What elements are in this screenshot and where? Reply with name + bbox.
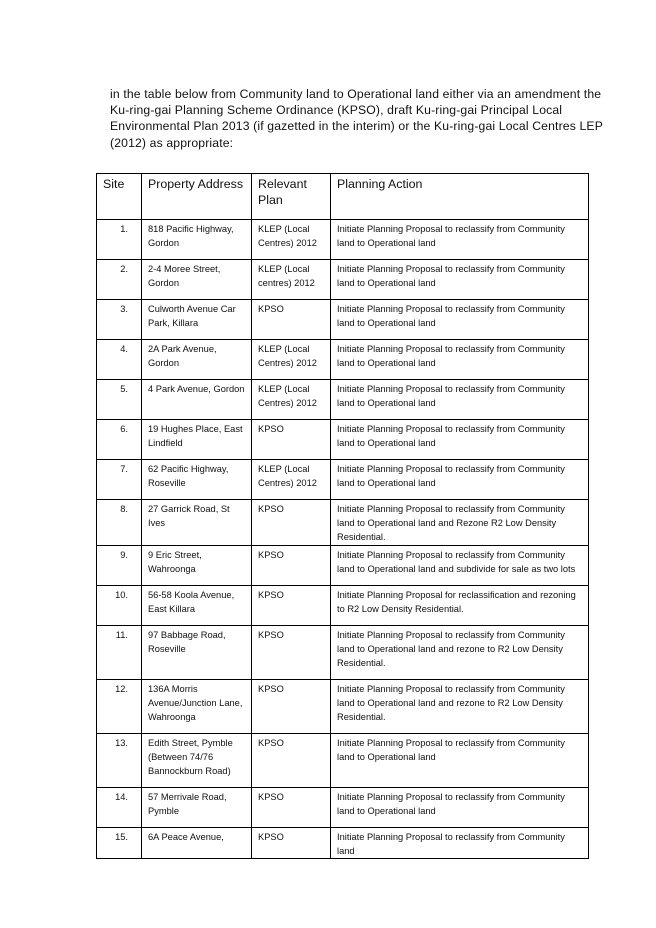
planning-action: Initiate Planning Proposal to reclassify from Community land to Operational land and rezone to R2 Low Density Residential. (331, 625, 589, 679)
table-row (97, 827, 589, 858)
table-row (97, 787, 589, 827)
planning-action: Initiate Planning Proposal to reclassify from Community land to Operational land (331, 733, 589, 787)
intro-text: in the table below from Community land to Operational land either via an amendment the Ku-ring-gai Planning Scheme Ordinance (KPSO), draft Ku-ring-gai Principal Local Environmental Plan 2013 (if gazetted in the interim) or the Ku-ring-gai Local Centres LEP (2012) as appropriate: (110, 87, 603, 150)
relevant-plan: KPSO (252, 679, 331, 733)
table-row (97, 679, 589, 733)
planning-action: Initiate Planning Proposal for reclassification and rezoning to R2 Low Density Residential. (331, 585, 589, 625)
table-row (97, 300, 589, 340)
relevant-plan: KPSO (252, 625, 331, 679)
planning-action: Initiate Planning Proposal to reclassify from Community land to Operational land (331, 787, 589, 827)
planning-action: Initiate Planning Proposal to reclassify from Community land to Operational land and rezone to R2 Low Density Residential. (331, 679, 589, 733)
table-header-row (97, 174, 589, 220)
planning-action: Initiate Planning Proposal to reclassify from Community land to Operational land (331, 220, 589, 260)
table-row (97, 500, 589, 546)
site-number: 11. (97, 625, 142, 679)
header-relevant-plan: Relevant Plan (252, 174, 331, 220)
relevant-plan: KPSO (252, 827, 331, 858)
property-address: 2A Park Avenue, Gordon (142, 340, 252, 380)
table-row (97, 625, 589, 679)
site-number: 1. (97, 220, 142, 260)
site-number: 12. (97, 679, 142, 733)
relevant-plan: KLEP (Local Centres) 2012 (252, 220, 331, 260)
relevant-plan: KPSO (252, 585, 331, 625)
property-address: 19 Hughes Place, East Lindfield (142, 420, 252, 460)
site-number: 10. (97, 585, 142, 625)
planning-action: Initiate Planning Proposal to reclassify from Community land to Operational land and subdivide for sale as two lots (331, 545, 589, 585)
intro-paragraph (110, 86, 610, 151)
table-row (97, 420, 589, 460)
header-site: Site (97, 174, 142, 220)
property-address: 9 Eric Street, Wahroonga (142, 545, 252, 585)
table-row (97, 545, 589, 585)
table-row (97, 733, 589, 787)
table-row (97, 460, 589, 500)
site-number: 6. (97, 420, 142, 460)
property-address: 97 Babbage Road, Roseville (142, 625, 252, 679)
planning-action: Initiate Planning Proposal to reclassify from Community land to Operational land (331, 460, 589, 500)
relevant-plan: KPSO (252, 787, 331, 827)
relevant-plan: KLEP (Local Centres) 2012 (252, 460, 331, 500)
table-row (97, 340, 589, 380)
property-address: 818 Pacific Highway, Gordon (142, 220, 252, 260)
planning-action: Initiate Planning Proposal to reclassify from Community land to Operational land (331, 380, 589, 420)
relevant-plan: KLEP (Local centres) 2012 (252, 260, 331, 300)
site-number: 5. (97, 380, 142, 420)
property-address: 27 Garrick Road, St Ives (142, 500, 252, 546)
reclassification-table (96, 173, 589, 859)
planning-action: Initiate Planning Proposal to reclassify from Community land to Operational land (331, 300, 589, 340)
property-address: 4 Park Avenue, Gordon (142, 380, 252, 420)
planning-action: Initiate Planning Proposal to reclassify from Community land to Operational land (331, 260, 589, 300)
header-property-address: Property Address (142, 174, 252, 220)
site-number: 2. (97, 260, 142, 300)
relevant-plan: KPSO (252, 500, 331, 546)
planning-action: Initiate Planning Proposal to reclassify from Community land to Operational land and Rezone R2 Low Density Residential. (331, 500, 589, 546)
site-number: 13. (97, 733, 142, 787)
table-row (97, 260, 589, 300)
site-number: 9. (97, 545, 142, 585)
property-address: 6A Peace Avenue, (142, 827, 252, 858)
site-number: 3. (97, 300, 142, 340)
planning-action: Initiate Planning Proposal to reclassify from Community land (331, 827, 589, 858)
property-address: Culworth Avenue Car Park, Killara (142, 300, 252, 340)
planning-action: Initiate Planning Proposal to reclassify from Community land to Operational land (331, 420, 589, 460)
planning-action: Initiate Planning Proposal to reclassify from Community land to Operational land (331, 340, 589, 380)
site-number: 14. (97, 787, 142, 827)
table-row (97, 585, 589, 625)
site-number: 7. (97, 460, 142, 500)
table-row (97, 380, 589, 420)
property-address: 62 Pacific Highway, Roseville (142, 460, 252, 500)
site-number: 15. (97, 827, 142, 858)
site-number: 4. (97, 340, 142, 380)
relevant-plan: KLEP (Local Centres) 2012 (252, 380, 331, 420)
relevant-plan: KPSO (252, 733, 331, 787)
property-address: 2-4 Moree Street, Gordon (142, 260, 252, 300)
relevant-plan: KLEP (Local Centres) 2012 (252, 340, 331, 380)
property-address: Edith Street, Pymble (Between 74/76 Bannockburn Road) (142, 733, 252, 787)
property-address: 57 Merrivale Road, Pymble (142, 787, 252, 827)
site-number: 8. (97, 500, 142, 546)
header-planning-action: Planning Action (331, 174, 589, 220)
relevant-plan: KPSO (252, 420, 331, 460)
property-address: 136A Morris Avenue/Junction Lane, Wahroonga (142, 679, 252, 733)
property-address: 56-58 Koola Avenue, East Killara (142, 585, 252, 625)
relevant-plan: KPSO (252, 545, 331, 585)
relevant-plan: KPSO (252, 300, 331, 340)
table-row (97, 220, 589, 260)
